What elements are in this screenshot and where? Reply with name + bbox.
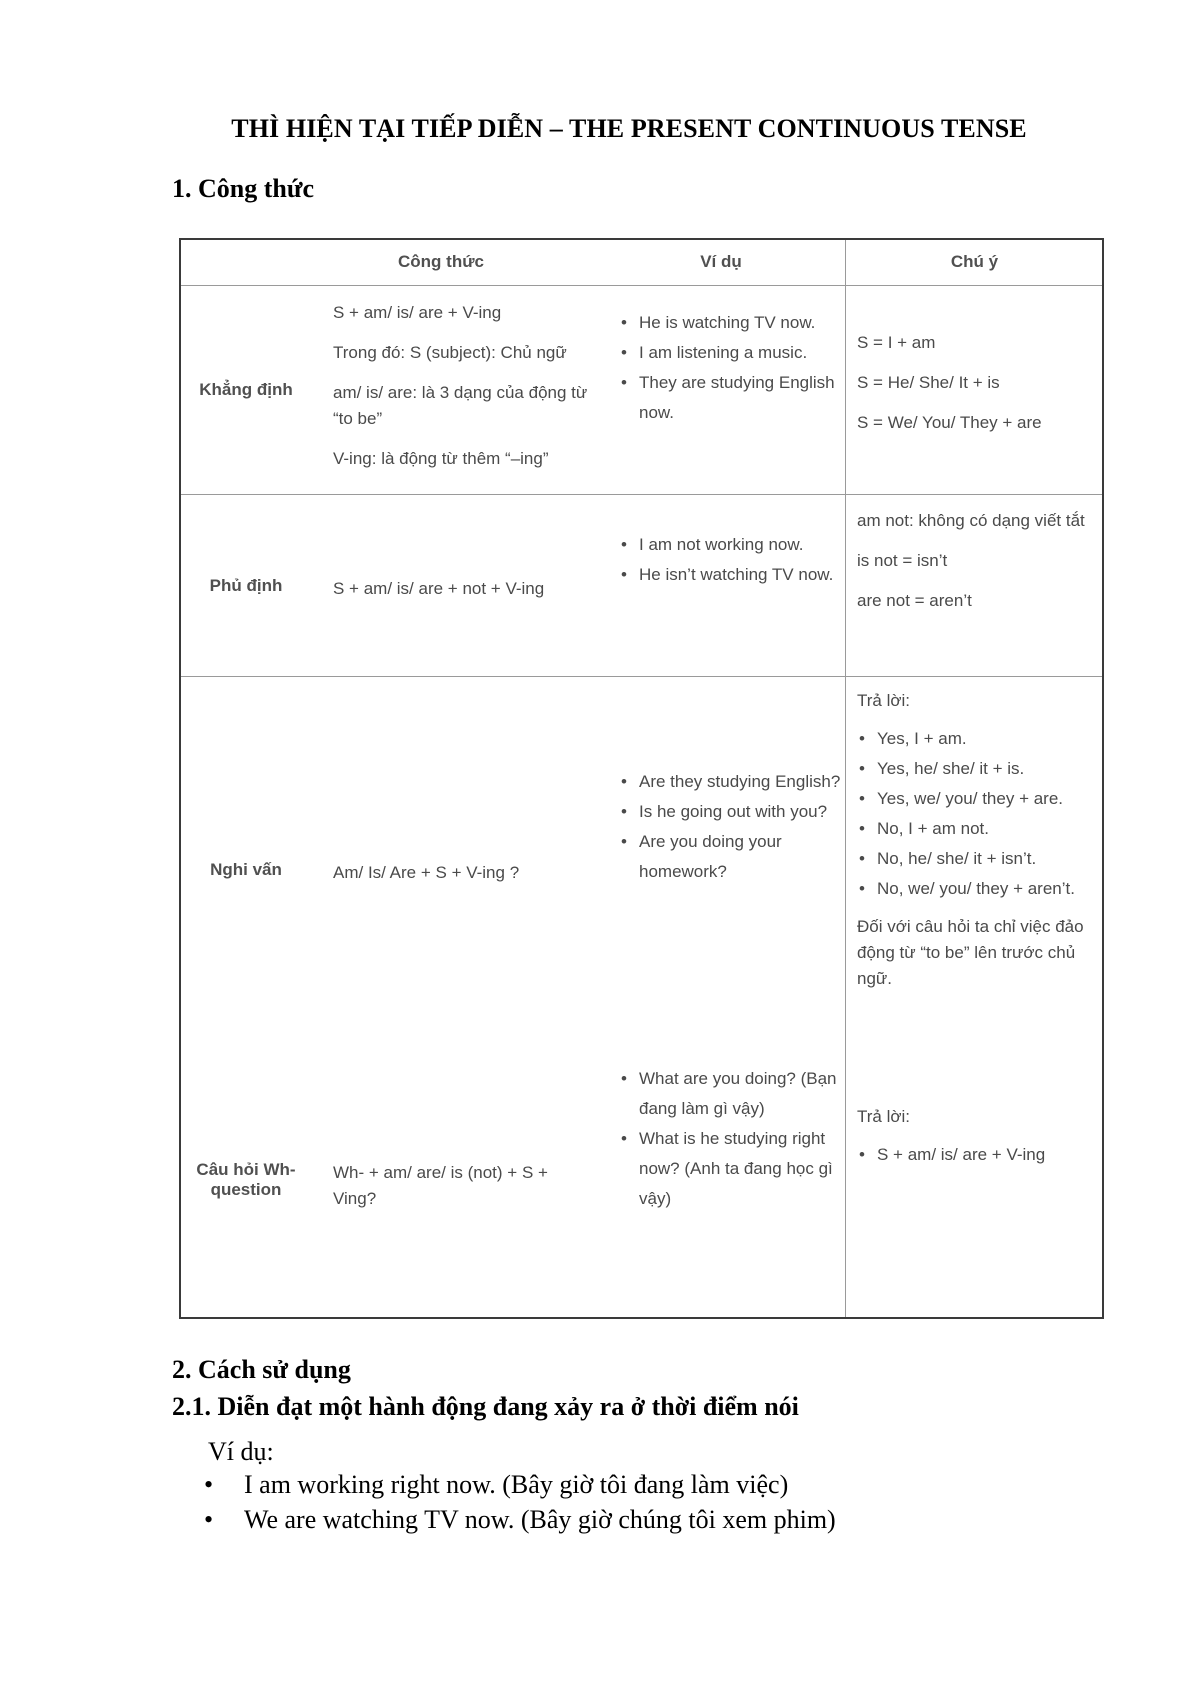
question-notes xyxy=(857,688,1097,992)
list-item: • I am not working now. xyxy=(619,530,841,560)
affirmative-formula xyxy=(333,300,598,472)
formula-line: V-ing: là động từ thêm “–ing” xyxy=(333,449,549,468)
row-label-negative: Phủ định xyxy=(209,576,283,595)
header-example: Ví dụ xyxy=(700,252,742,271)
negative-formula: S + am/ is/ are + not + V-ing xyxy=(333,579,545,598)
row-label-question: Nghi vấn xyxy=(210,860,282,879)
list-item: • S + am/ is/ are + V-ing xyxy=(857,1140,1097,1170)
list-item: • I am working right now. (Bây giờ tôi đang làm việc) xyxy=(204,1470,789,1499)
example-label: Ví dụ: xyxy=(208,1437,274,1466)
question-note: Đối với câu hỏi ta chỉ việc đảo động từ “to be” lên trước chủ ngữ. xyxy=(857,917,1084,988)
answer-label: Trả lời: xyxy=(857,1107,911,1126)
formula-line: am/ is/ are: là 3 dạng của động từ “to be” xyxy=(333,383,588,428)
list-item: • Yes, we/ you/ they + are. xyxy=(857,784,1097,814)
usage-example-list xyxy=(200,1467,836,1537)
formula-line: S + am/ is/ are + V-ing xyxy=(333,303,502,322)
list-item: • He isn’t watching TV now. xyxy=(619,560,841,590)
formula-line: Trong đó: S (subject): Chủ ngữ xyxy=(333,343,567,362)
negative-notes xyxy=(857,508,1097,614)
note-line: S = We/ You/ They + are xyxy=(857,413,1042,432)
section-heading-formula: 1. Công thức xyxy=(172,174,314,203)
note-line: are not = aren’t xyxy=(857,591,972,610)
list-item: • Yes, he/ she/ it + is. xyxy=(857,754,1097,784)
list-item: • What is he studying right now? (Anh ta đang học gì vậy) xyxy=(619,1124,841,1214)
note-line: am not: không có dạng viết tắt xyxy=(857,511,1085,530)
header-note: Chú ý xyxy=(950,252,999,271)
wh-formula: Wh- + am/ are/ is (not) + S + Ving? xyxy=(333,1163,548,1208)
note-line: S = He/ She/ It + is xyxy=(857,373,1000,392)
list-item: • Yes, I + am. xyxy=(857,724,1097,754)
list-item: • They are studying English now. xyxy=(619,368,841,428)
list-item: • He is watching TV now. xyxy=(619,308,841,338)
question-examples xyxy=(619,767,841,887)
list-item: • No, he/ she/ it + isn’t. xyxy=(857,844,1097,874)
answer-label: Trả lời: xyxy=(857,691,911,710)
affirmative-examples xyxy=(619,308,841,428)
column-divider xyxy=(845,240,846,1317)
row-divider xyxy=(181,494,1102,495)
question-formula: Am/ Is/ Are + S + V-ing ? xyxy=(333,863,520,882)
header-formula: Công thức xyxy=(398,252,484,271)
wh-notes xyxy=(857,1104,1097,1170)
row-divider xyxy=(181,285,1102,286)
list-item: • I am listening a music. xyxy=(619,338,841,368)
list-item: • Are they studying English? xyxy=(619,767,841,797)
list-item: • No, I + am not. xyxy=(857,814,1097,844)
note-line: is not = isn’t xyxy=(857,551,948,570)
row-divider xyxy=(181,676,1102,677)
row-label-affirmative: Khẳng định xyxy=(199,380,293,399)
subsection-heading: 2.1. Diễn đạt một hành động đang xảy ra ở thời điểm nói xyxy=(172,1392,799,1421)
list-item: • We are watching TV now. (Bây giờ chúng tôi xem phim) xyxy=(204,1505,836,1534)
page-title: THÌ HIỆN TẠI TIẾP DIỄN – THE PRESENT CONTINUOUS TENSE xyxy=(231,114,1027,143)
note-line: S = I + am xyxy=(857,333,936,352)
list-item: • Are you doing your homework? xyxy=(619,827,841,887)
wh-examples xyxy=(619,1064,841,1214)
grammar-table xyxy=(179,238,1104,1319)
affirmative-notes xyxy=(857,330,1097,436)
list-item: • No, we/ you/ they + aren’t. xyxy=(857,874,1097,904)
list-item: • Is he going out with you? xyxy=(619,797,841,827)
section-heading-usage: 2. Cách sử dụng xyxy=(172,1355,351,1384)
row-label-wh: Câu hỏi Wh-question xyxy=(196,1160,296,1199)
list-item: • What are you doing? (Bạn đang làm gì vậy) xyxy=(619,1064,841,1124)
negative-examples xyxy=(619,530,841,590)
